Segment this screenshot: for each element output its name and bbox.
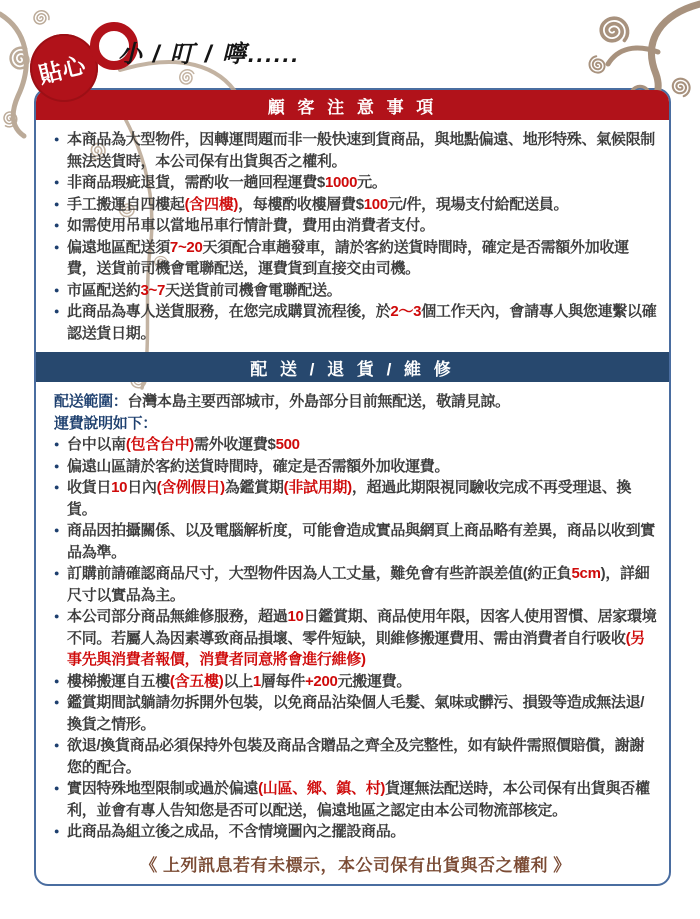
text-segment: 台中以南 [67, 436, 126, 453]
text-segment: (含例假日) [156, 479, 225, 496]
tip-bubble-label: 貼心 [35, 51, 89, 89]
text-segment: 本公司部分商品無維修服務，超過 [67, 608, 288, 625]
text-segment: )，詳細尺寸以實品為主。 [67, 565, 650, 604]
section-header-customer-notice: 顧 客 注 意 事 項 [36, 90, 669, 120]
intro-line [54, 391, 657, 413]
text-segment: 此商品為組立後之成品，不含情境圖內之擺設商品。 [67, 823, 406, 840]
text-segment: 非商品瑕疵退貨，需酌收一趟回程運費$ [67, 174, 325, 191]
text-segment: 手工搬運自四樓起 [67, 195, 185, 213]
text-segment: 元/件，現場支付給配送員。 [387, 195, 569, 213]
text-segment: 此商品為專人送貨服務，在您完成購買流程後，於 [67, 303, 391, 320]
customer-notice-content [36, 120, 669, 352]
list-item [54, 606, 657, 671]
text-segment: 元搬運費。 [337, 672, 412, 690]
text-segment: 樓梯搬運自五樓 [67, 672, 170, 690]
text-segment: 需外收運費$ [194, 436, 276, 453]
text-segment: (另事先與消費者報價，消費者同意將會進行維修) [67, 629, 646, 668]
text-segment: 層每件 [260, 672, 305, 690]
list-item [54, 456, 657, 478]
text-segment: 以上 [223, 672, 253, 690]
text-segment: 貨運無法配送時，本公司保有出貨與否權利，並會有專人告知您是否可以配送，偏遠地區之認定由本公司物流部核定。 [67, 780, 650, 819]
list-item [54, 477, 657, 520]
list-item [54, 194, 657, 216]
text-segment: 台灣本島主要西部城市，外島部分目前無配送，敬請見諒。 [127, 393, 510, 410]
text-segment: 運費說明如下： [54, 414, 157, 432]
text-segment: 實因特殊地型限制或過於偏遠 [67, 780, 259, 797]
list-item [54, 129, 657, 172]
shipping-content [36, 382, 669, 884]
list-item [54, 778, 657, 821]
text-segment: 100 [363, 195, 388, 213]
list-item [54, 563, 657, 606]
list-item [54, 692, 657, 735]
text-segment: 為鑑賞期 [224, 479, 284, 496]
text-segment: 1000 [324, 174, 358, 191]
text-segment: (包含台中) [125, 436, 195, 453]
text-segment: 市區配送約 [67, 281, 141, 299]
text-segment: 天須配合車趟發車，請於客約送貨時間時，確定是否需額外加收運費，送貨前司機會電聯配送，運費貨到直接交由司機。 [67, 238, 629, 277]
text-segment: 偏遠地區配送須 [67, 238, 170, 256]
text-segment: 10 [111, 479, 128, 496]
shipping-intro [54, 391, 657, 434]
text-segment: 欲退/換貨商品必須保持外包裝及商品含贈品之齊全及完整性，如有缺件需照價賠償，謝謝您的配合。 [67, 737, 645, 776]
shipping-notice-list [54, 434, 657, 843]
text-segment: 日內 [127, 479, 157, 496]
text-segment: +200 [304, 672, 338, 690]
text-segment: 元。 [357, 174, 387, 191]
text-segment: 如需使用吊車以當地吊車行情計費，費用由消費者支付。 [67, 217, 435, 234]
list-item [54, 735, 657, 778]
text-segment: 偏遠山區請於客約送貨時間時，確定是否需額外加收運費。 [67, 457, 450, 475]
list-item [54, 671, 657, 693]
text-segment: 500 [275, 436, 300, 453]
text-segment: (山區、鄉、鎮、村) [258, 780, 386, 797]
text-segment: 收貨日 [67, 479, 112, 496]
text-segment: 7~20 [169, 238, 203, 256]
text-segment: (含五樓) [169, 672, 224, 690]
text-segment: 5cm [571, 565, 601, 582]
list-item [54, 301, 657, 344]
text-segment: ，每樓酌收樓層費$ [238, 195, 364, 213]
list-item [54, 520, 657, 563]
list-item [54, 237, 657, 280]
text-segment: 本商品為大型物件，因轉運問題而非一般快速到貨商品，與地點偏遠、地形特殊、氣候限制無法送貨時，本公司保有出貨與否之權利。 [67, 131, 656, 170]
text-segment: ，超過此期限視同驗收完成不再受理退、換貨。 [67, 479, 632, 518]
text-segment: 10 [287, 608, 304, 625]
text-segment: 3~7 [140, 281, 166, 299]
list-item [54, 215, 657, 237]
text-segment: 日鑑賞期、商品使用年限，因客人使用習慣、居家環境不同。若屬人為因素導致商品損壞、零件短缺，則維修搬運費用、需由消費者自行吸收 [67, 608, 657, 647]
text-segment: (非試用期) [283, 479, 352, 496]
text-segment: 訂購前請確認商品尺寸，大型物件因為人工丈量，難免會有些許誤差值(約正負 [67, 565, 572, 582]
closing-note: 《 上列訊息若有未標示，本公司保有出貨與否之權利 》 [140, 855, 571, 875]
text-segment: 鑑賞期間試躺請勿拆開外包裝，以免商品沾染個人毛髮、氣味或髒污、損毀等造成無法退/換貨之情形。 [67, 694, 645, 733]
text-segment: 個工作天內，會請專人與您連繫以確認送貨日期。 [67, 303, 657, 342]
text-segment: (含四樓) [184, 195, 239, 213]
section-header-shipping-return-repair: 配 送 / 退 貨 / 維 修 [36, 352, 669, 382]
list-item [54, 821, 657, 843]
list-item [54, 280, 657, 302]
text-segment: 1 [252, 672, 261, 690]
notice-box [34, 88, 671, 886]
list-item [54, 172, 657, 194]
text-segment: 天送貨前司機會電聯配送。 [165, 281, 342, 299]
text-segment: 2～3 [390, 303, 422, 320]
text-segment: 商品因拍攝關係、以及電腦解析度，可能會造成實品與網頁上商品略有差異，商品以收到實品為準。 [67, 522, 656, 561]
intro-line [54, 413, 657, 435]
tip-title: 小 / 叮 / 嚀...... [118, 41, 301, 68]
list-item [54, 434, 657, 456]
text-segment: 配送範圍： [54, 393, 128, 410]
customer-notice-list [54, 129, 657, 344]
